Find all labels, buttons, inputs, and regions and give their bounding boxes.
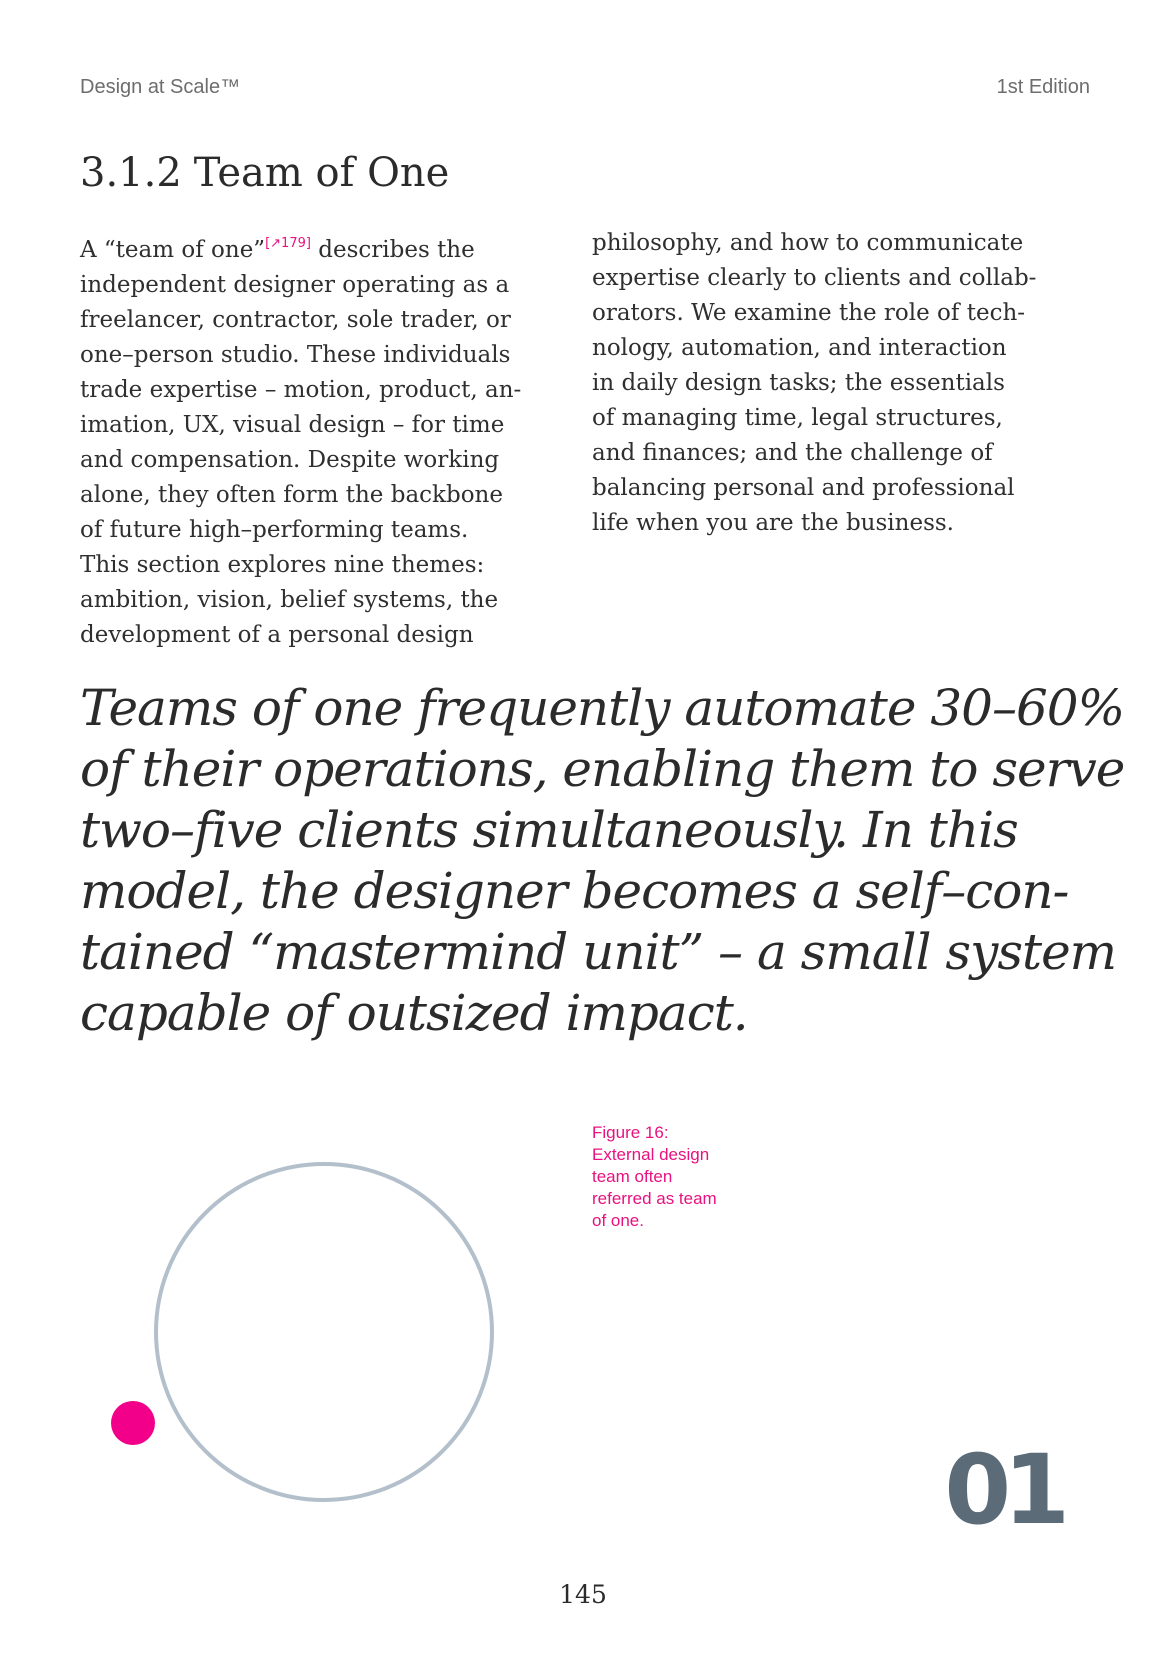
pull-quote-line: capable of outsized impact. xyxy=(80,984,748,1042)
pull-quote-line: of their operations, enabling them to serve xyxy=(80,740,1125,798)
body-line: one–person studio. These individuals xyxy=(80,342,511,368)
caption-line: referred as team xyxy=(592,1189,717,1208)
caption-line: of one. xyxy=(592,1211,644,1230)
page-number: 145 xyxy=(559,1580,607,1609)
body-line: of future high–performing teams. xyxy=(80,517,469,543)
body-text: describes the xyxy=(310,237,475,263)
body-line: expertise clearly to clients and collab- xyxy=(592,265,1037,291)
figure-caption xyxy=(592,1122,762,1232)
body-line: trade expertise – motion, product, an- xyxy=(80,377,522,403)
body-line: alone, they often form the backbone xyxy=(80,482,503,508)
body-line: development of a personal design xyxy=(80,622,474,648)
body-line: independent designer operating as a xyxy=(80,272,510,298)
running-header-title: Design at Scale™ xyxy=(80,76,241,98)
pull-quote-line: tained “mastermind unit” – a small system xyxy=(80,923,1117,981)
body-line: This section explores nine themes: xyxy=(80,552,485,578)
pull-quote-line: Teams of one frequently automate 30–60% xyxy=(80,679,1125,737)
team-ring xyxy=(156,1164,492,1500)
body-line: and compensation. Despite working xyxy=(80,447,500,473)
team-of-one-figure xyxy=(100,1150,520,1530)
designer-dot xyxy=(111,1401,155,1445)
section-heading xyxy=(80,150,449,196)
body-text: A “team of one” xyxy=(80,237,266,263)
pull-quote xyxy=(80,678,1125,1044)
pull-quote-line: two–five clients simultaneously. In this xyxy=(80,801,1018,859)
caption-line: Figure 16: xyxy=(592,1123,669,1142)
body-line: philosophy, and how to communicate xyxy=(592,230,1024,256)
section-title: Team of One xyxy=(193,150,450,196)
body-line: and finances; and the challenge of xyxy=(592,440,993,466)
body-line: of managing time, legal structures, xyxy=(592,405,1003,431)
body-column-right xyxy=(592,226,1087,541)
footnote-link[interactable]: [↗179] xyxy=(265,236,311,251)
body-line: imation, UX, visual design – for time xyxy=(80,412,505,438)
chapter-number: 01 xyxy=(944,1434,1062,1546)
body-line: freelancer, contractor, sole trader, or xyxy=(80,307,511,333)
caption-line: team often xyxy=(592,1167,673,1186)
body-line: in daily design tasks; the essentials xyxy=(592,370,1005,396)
caption-line: External design xyxy=(592,1145,710,1164)
section-number: 3.1.2 xyxy=(80,150,182,196)
body-line: ambition, vision, belief systems, the xyxy=(80,587,499,613)
body-line: nology, automation, and interaction xyxy=(592,335,1007,361)
body-line xyxy=(80,226,575,268)
body-line: life when you are the business. xyxy=(592,510,954,536)
running-header-edition: 1st Edition xyxy=(996,76,1090,98)
body-line: orators. We examine the role of tech- xyxy=(592,300,1026,326)
body-line: balancing personal and professional xyxy=(592,475,1015,501)
pull-quote-line: model, the designer becomes a self–con- xyxy=(80,862,1069,920)
body-column-left xyxy=(80,226,575,653)
